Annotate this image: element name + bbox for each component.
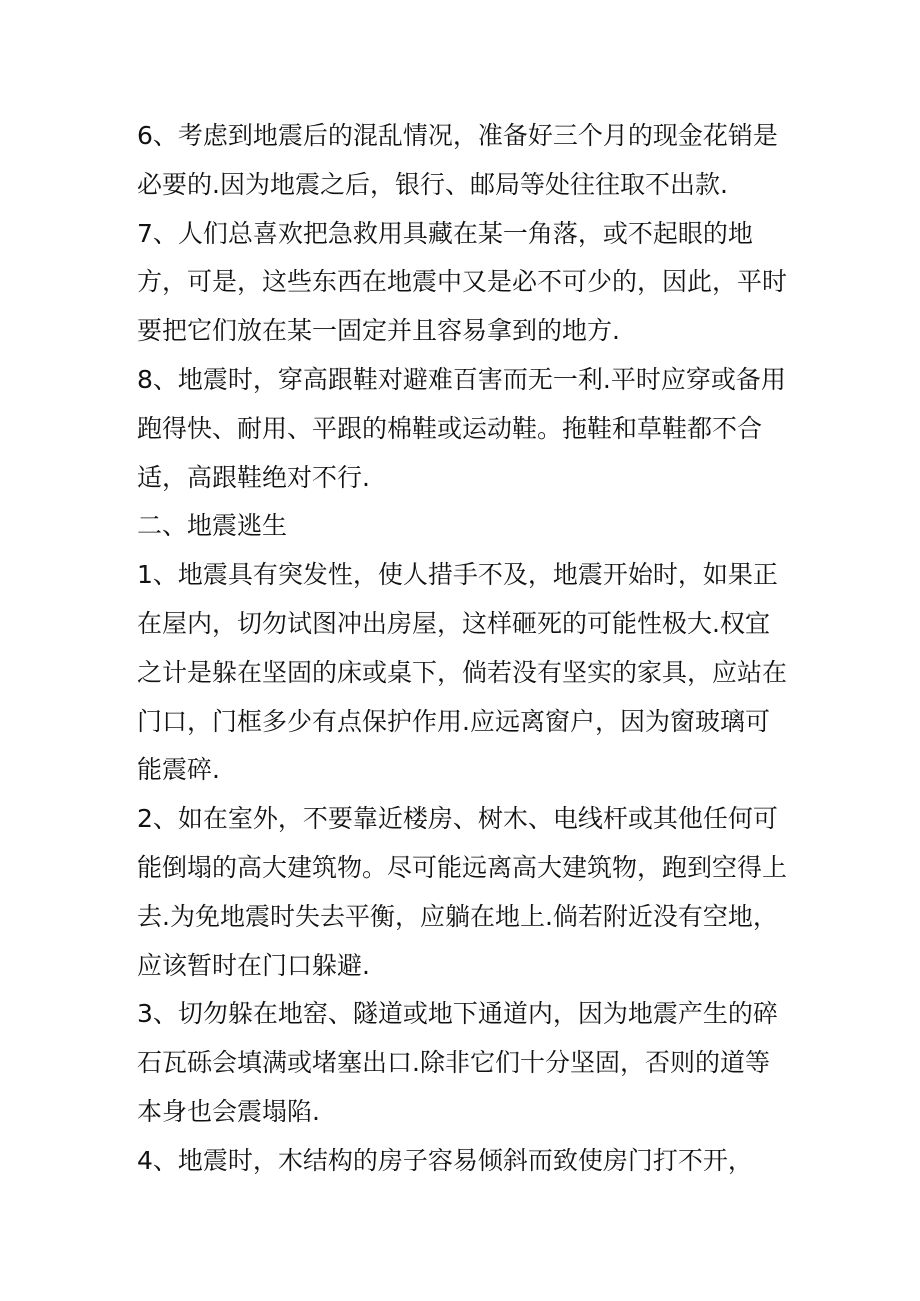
section-heading: 二、地震逃生 (137, 511, 288, 541)
paragraph-line: 3、切勿躲在地窑、隧道或地下通道内，因为地震产生的碎 (137, 999, 778, 1029)
paragraph-line: 在屋内，切勿试图冲出房屋，这样砸死的可能性极大.权宜 (137, 608, 770, 638)
paragraph-line: 能倒塌的高大建筑物。尽可能远离高大建筑物，跑到空得上 (137, 852, 788, 882)
paragraph-line: 石瓦砾会填满或堵塞出口.除非它们十分坚固，否则的道等 (137, 1048, 770, 1078)
paragraph-line: 1、地震具有突发性，使人措手不及，地震开始时，如果正 (137, 560, 778, 590)
paragraph-line: 适，高跟鞋绝对不行. (137, 462, 370, 492)
paragraph-line: 门口，门框多少有点保护作用.应远离窗户，因为窗玻璃可 (137, 706, 770, 736)
paragraph-line: 6、考虑到地震后的混乱情况，准备好三个月的现金花销是 (137, 121, 778, 150)
paragraph-line: 之计是躲在坚固的床或桌下，倘若没有坚实的家具，应站在 (137, 657, 788, 687)
paragraph-line: 7、人们总喜欢把急救用具藏在某一角落，或不起眼的地 (137, 218, 753, 248)
paragraph-line: 方，可是，这些东西在地震中又是必不可少的，因此，平时 (137, 267, 788, 297)
paragraph-line: 8、地震时，穿高跟鞋对避难百害而无一利.平时应穿或备用 (137, 364, 786, 394)
paragraph-line: 去.为免地震时失去平衡，应躺在地上.倘若附近没有空地， (137, 901, 778, 931)
paragraph-line: 必要的.因为地震之后，银行、邮局等处往往取不出款. (137, 169, 728, 199)
paragraph-line: 应该暂时在门口躲避. (137, 950, 370, 980)
paragraph-line: 4、地震时，木结构的房子容易倾斜而致使房门打不开， (137, 1145, 753, 1175)
document-body (137, 112, 787, 1186)
paragraph-line: 2、如在室外，不要靠近楼房、树木、电线杆或其他任何可 (137, 804, 778, 834)
paragraph-line: 能震碎. (137, 755, 220, 785)
paragraph-line: 跑得快、耐用、平跟的棉鞋或运动鞋。拖鞋和草鞋都不合 (137, 413, 763, 443)
paragraph-line: 要把它们放在某一固定并且容易拿到的地方. (137, 316, 620, 346)
paragraph-line: 本身也会震塌陷. (137, 1096, 320, 1126)
